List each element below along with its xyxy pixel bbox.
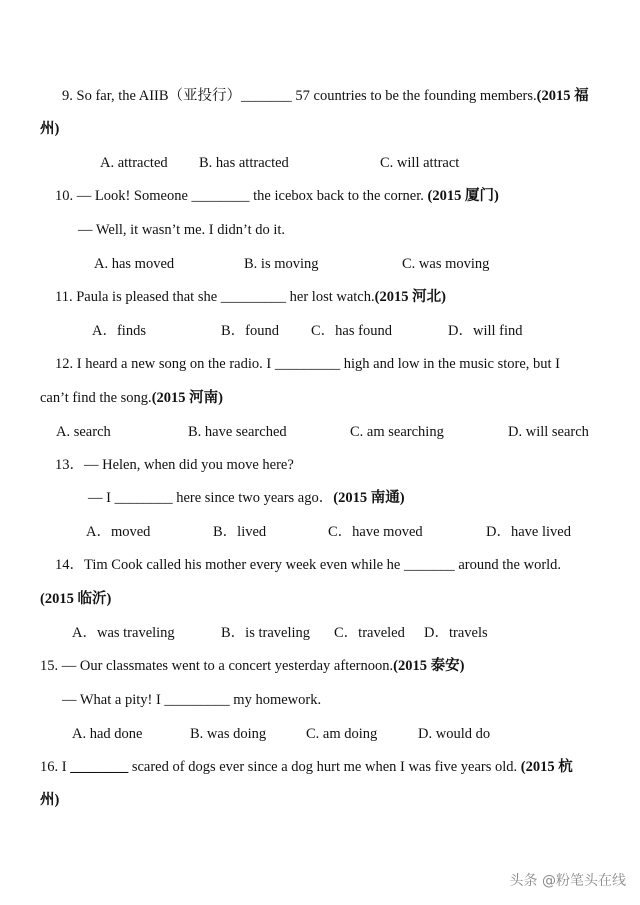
question-14-option-c: C．traveled	[334, 625, 405, 641]
question-13-option-d: D．have lived	[486, 524, 571, 540]
question-15-option-d: D. would do	[418, 726, 491, 742]
question-15-source: (2015 泰安)	[393, 658, 465, 674]
question-10-stem	[55, 186, 499, 206]
question-16-text-a: 16. I	[40, 759, 71, 775]
question-14-option-d: D．travels	[424, 625, 488, 641]
watermark: 头条 @粉笔头在线	[509, 873, 626, 889]
question-11-option-b: B．found	[221, 323, 279, 339]
question-11-text: 11. Paula is pleased that she _________ her lost watch.	[55, 289, 375, 305]
question-13-dialog: — I ________ here since two years ago．	[88, 490, 334, 506]
question-9-text: 9. So far, the AIIB（亚投行）_______ 57 countries to be the founding members.	[62, 88, 537, 104]
question-16-source-cont: 州)	[40, 792, 60, 808]
question-10-dialog: — Well, it wasn’t me. I didn’t do it.	[78, 222, 286, 238]
question-10-option-a: A. has moved	[94, 256, 175, 272]
question-13-stem: 13．— Helen, when did you move here?	[55, 457, 294, 473]
question-14-source: (2015 临沂)	[40, 591, 112, 607]
question-12-option-a: A. search	[56, 424, 111, 440]
question-14-option-a: A．was traveling	[72, 625, 175, 641]
question-12-stem: 12. I heard a new song on the radio. I _________ high and low in the music store, but I	[55, 356, 560, 372]
question-12-stem-cont	[40, 388, 223, 408]
question-13-source: (2015 南通)	[333, 490, 405, 506]
question-15-dialog: — What a pity! I _________ my homework.	[62, 692, 322, 708]
question-12-option-c: C. am searching	[350, 424, 444, 440]
question-12-text-cont: can’t find the song.	[40, 390, 152, 406]
question-13-option-b: B．lived	[213, 524, 267, 540]
question-13-option-a: A．moved	[86, 524, 151, 540]
question-12-source: (2015 河南)	[151, 390, 223, 406]
question-15-option-b: B. was doing	[190, 726, 267, 742]
question-14-stem: 14．Tim Cook called his mother every week even while he _______ around the world.	[55, 557, 562, 573]
question-9-option-c: C. will attract	[380, 155, 460, 171]
question-10-source: (2015 厦门)	[427, 188, 499, 204]
question-10-text: 10. — Look! Someone ________ the icebox back to the corner.	[55, 188, 428, 204]
question-9-source: (2015 福	[536, 88, 589, 104]
question-11-stem	[55, 287, 446, 307]
question-9-option-b: B. has attracted	[199, 155, 289, 171]
question-11-option-a: A．finds	[92, 323, 146, 339]
question-9-stem	[62, 86, 589, 106]
question-15-option-a: A. had done	[72, 726, 143, 742]
question-15-stem	[40, 656, 464, 676]
question-13-option-c: C．have moved	[328, 524, 423, 540]
question-13-dialog-line	[88, 488, 405, 508]
question-11-source: (2015 河北)	[374, 289, 446, 305]
question-12-option-b: B. have searched	[188, 424, 287, 440]
question-9-option-a: A. attracted	[100, 155, 168, 171]
question-16-stem	[40, 757, 573, 777]
question-12-option-d: D. will search	[508, 424, 589, 440]
question-9-source-cont: 州)	[40, 121, 60, 137]
question-16-source: (2015 杭	[520, 759, 573, 775]
question-10-option-b: B. is moving	[244, 256, 319, 272]
question-15-option-c: C. am doing	[306, 726, 378, 742]
question-15-text: 15. — Our classmates went to a concert yesterday afternoon.	[40, 658, 394, 674]
question-10-option-c: C. was moving	[402, 256, 490, 272]
question-16-text-b: scared of dogs ever since a dog hurt me when I was five years old.	[128, 759, 521, 775]
question-16-blank: ________	[70, 759, 129, 775]
question-11-option-d: D．will find	[448, 323, 523, 339]
question-14-option-b: B．is traveling	[221, 625, 311, 641]
question-11-option-c: C．has found	[311, 323, 392, 339]
